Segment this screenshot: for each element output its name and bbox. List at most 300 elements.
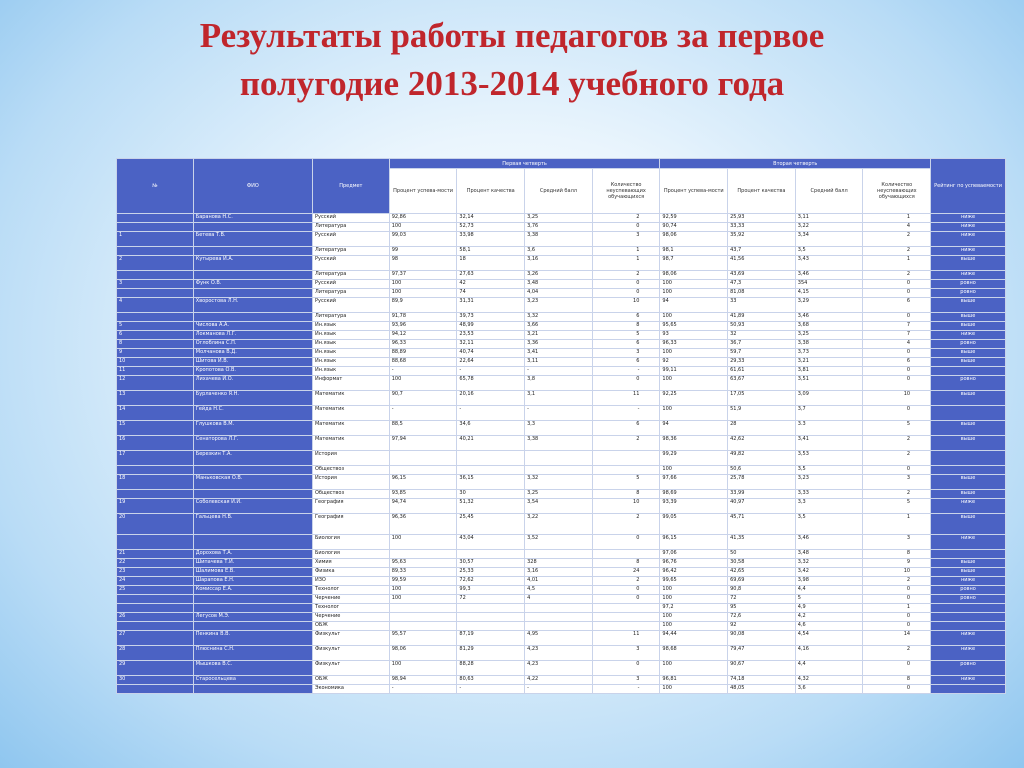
value-cell: 3,21 [795, 358, 863, 367]
value-cell: 4,15 [795, 289, 863, 298]
value-cell: 48,05 [728, 685, 796, 694]
table-row [117, 322, 1006, 331]
value-cell: 81,29 [457, 646, 525, 661]
rating-cell: ниже [931, 223, 1006, 232]
value-cell: 3,76 [525, 223, 593, 232]
value-cell: 8 [863, 676, 931, 685]
value-cell: 3,46 [795, 535, 863, 550]
value-cell: 88,5 [389, 421, 457, 436]
row-number [117, 490, 194, 499]
teacher-name: Шитова И.В. [193, 358, 312, 367]
value-cell: 93,85 [389, 490, 457, 499]
value-cell: 3,7 [795, 406, 863, 421]
value-cell: 3,5 [795, 466, 863, 475]
value-cell: 79,47 [728, 646, 796, 661]
row-number: 9 [117, 349, 194, 358]
value-cell: 99,59 [389, 577, 457, 586]
rating-cell: выше [931, 391, 1006, 406]
teacher-name: Старосельцева [193, 676, 312, 685]
value-cell: 74,18 [728, 676, 796, 685]
value-cell: 51,9 [728, 406, 796, 421]
header-sub: Процент успева-мости [660, 169, 728, 214]
subject-cell: Литература [312, 247, 389, 256]
value-cell: 3,8 [525, 376, 593, 391]
row-number: 8 [117, 340, 194, 349]
rating-cell: выше [931, 322, 1006, 331]
value-cell: 36,15 [457, 475, 525, 490]
teacher-name: Функ О.В. [193, 280, 312, 289]
row-number: 17 [117, 451, 194, 466]
value-cell: 100 [660, 376, 728, 391]
value-cell: 8 [592, 322, 660, 331]
subject-cell: Русский [312, 298, 389, 313]
value-cell: 50,6 [728, 466, 796, 475]
value-cell: 48,99 [457, 322, 525, 331]
value-cell: 3,41 [525, 349, 593, 358]
subject-cell: Технолог [312, 586, 389, 595]
value-cell: 0 [863, 280, 931, 289]
rating-cell: ниже [931, 232, 1006, 247]
value-cell: 3,52 [525, 535, 593, 550]
value-cell: 4,2 [795, 613, 863, 622]
value-cell: 3,81 [795, 367, 863, 376]
rating-cell: ровно [931, 586, 1006, 595]
value-cell: 10 [863, 568, 931, 577]
rating-cell: выше [931, 349, 1006, 358]
value-cell: 3,41 [795, 436, 863, 451]
teacher-name [193, 271, 312, 280]
value-cell: 96,15 [389, 475, 457, 490]
subject-cell: Русский [312, 256, 389, 271]
row-number: 6 [117, 331, 194, 340]
table-row [117, 367, 1006, 376]
value-cell: 90,8 [728, 586, 796, 595]
value-cell: 41,89 [728, 313, 796, 322]
row-number: 19 [117, 499, 194, 514]
teacher-name: Комиссар Е.А. [193, 586, 312, 595]
table-row [117, 232, 1006, 247]
table-row [117, 376, 1006, 391]
value-cell: 2 [863, 232, 931, 247]
value-cell: 0 [863, 613, 931, 622]
row-number: 24 [117, 577, 194, 586]
value-cell: 3,46 [795, 271, 863, 280]
value-cell: 0 [592, 280, 660, 289]
value-cell: 20,16 [457, 391, 525, 406]
value-cell: 30 [457, 490, 525, 499]
table-row [117, 586, 1006, 595]
rating-cell: ровно [931, 289, 1006, 298]
value-cell: 100 [389, 280, 457, 289]
value-cell: 100 [660, 289, 728, 298]
value-cell: 4,23 [525, 646, 593, 661]
value-cell: 5 [795, 595, 863, 604]
table-row [117, 646, 1006, 661]
teacher-name: Кропотова О.В. [193, 367, 312, 376]
value-cell: 100 [389, 661, 457, 676]
rating-cell: ниже [931, 577, 1006, 586]
value-cell: 4,6 [795, 622, 863, 631]
row-number: 10 [117, 358, 194, 367]
row-number: 23 [117, 568, 194, 577]
subject-cell: ОБЖ [312, 622, 389, 631]
value-cell: 99,03 [389, 232, 457, 247]
value-cell: 50,93 [728, 322, 796, 331]
value-cell [389, 550, 457, 559]
row-number: 30 [117, 676, 194, 685]
results-table [116, 158, 1006, 694]
value-cell: 4 [863, 340, 931, 349]
subject-cell: География [312, 514, 389, 535]
value-cell: 3 [863, 475, 931, 490]
teacher-name: Дорохова Т.А. [193, 550, 312, 559]
rating-cell: выше [931, 559, 1006, 568]
value-cell: 42,65 [728, 568, 796, 577]
value-cell: 25,93 [728, 214, 796, 223]
teacher-name: Кутырева И.А. [193, 256, 312, 271]
table-row [117, 595, 1006, 604]
row-number: 15 [117, 421, 194, 436]
rating-cell: ровно [931, 595, 1006, 604]
header-sub: Количество неуспевающих обучающихся [863, 169, 931, 214]
value-cell: 59,7 [728, 349, 796, 358]
value-cell: 5 [592, 475, 660, 490]
value-cell: 3,3 [795, 499, 863, 514]
value-cell: 98,06 [660, 271, 728, 280]
value-cell: 92,25 [660, 391, 728, 406]
value-cell: 100 [389, 586, 457, 595]
value-cell: 94 [660, 421, 728, 436]
rating-cell [931, 604, 1006, 613]
value-cell: 3,25 [795, 331, 863, 340]
value-cell: 6 [592, 358, 660, 367]
value-cell: 2 [592, 514, 660, 535]
value-cell: 42,62 [728, 436, 796, 451]
teacher-name: Шипачева Т.И. [193, 559, 312, 568]
teacher-name: Легусов М.Э. [193, 613, 312, 622]
subject-cell: Математик [312, 406, 389, 421]
table-row [117, 685, 1006, 694]
value-cell: 0 [863, 466, 931, 475]
value-cell: 3,21 [525, 331, 593, 340]
row-number [117, 595, 194, 604]
title-line-2: полугодие 2013-2014 учебного года [239, 64, 785, 103]
value-cell: 96,42 [660, 568, 728, 577]
value-cell: 99,65 [660, 577, 728, 586]
value-cell: 0 [863, 622, 931, 631]
teacher-name: Соболевская И.И. [193, 499, 312, 514]
value-cell: 2 [863, 247, 931, 256]
table-row [117, 475, 1006, 490]
value-cell: 2 [863, 436, 931, 451]
subject-cell: Физика [312, 568, 389, 577]
value-cell: 3,26 [525, 271, 593, 280]
value-cell: 22,64 [457, 358, 525, 367]
value-cell: 61,61 [728, 367, 796, 376]
value-cell: 3,6 [525, 247, 593, 256]
row-number: 21 [117, 550, 194, 559]
value-cell: 3,23 [525, 298, 593, 313]
value-cell: 29,33 [728, 358, 796, 367]
teacher-name: Маньковская О.В. [193, 475, 312, 490]
subject-cell: Литература [312, 289, 389, 298]
value-cell: 8 [863, 550, 931, 559]
value-cell: 72 [457, 595, 525, 604]
value-cell [525, 604, 593, 613]
header-sub: Средний балл [795, 169, 863, 214]
value-cell: 3,33 [795, 490, 863, 499]
row-number [117, 622, 194, 631]
value-cell: 4 [863, 223, 931, 232]
teacher-name: Гальцева Н.В. [193, 514, 312, 535]
value-cell: 100 [389, 535, 457, 550]
value-cell: 0 [863, 289, 931, 298]
row-number [117, 223, 194, 232]
rating-cell: ниже [931, 676, 1006, 685]
value-cell: 69,69 [728, 577, 796, 586]
subject-cell: Русский [312, 280, 389, 289]
value-cell [592, 613, 660, 622]
value-cell [457, 550, 525, 559]
value-cell: 3,6 [795, 685, 863, 694]
value-cell: 0 [863, 595, 931, 604]
subject-cell: Химия [312, 559, 389, 568]
value-cell: 88,28 [457, 661, 525, 676]
value-cell: 3,38 [525, 436, 593, 451]
value-cell: 91,78 [389, 313, 457, 322]
table-body [117, 214, 1006, 694]
value-cell: 99,29 [660, 451, 728, 466]
rating-cell: ниже [931, 535, 1006, 550]
value-cell: 3,51 [795, 376, 863, 391]
value-cell: 8 [592, 490, 660, 499]
value-cell: 43,69 [728, 271, 796, 280]
value-cell: 1 [592, 247, 660, 256]
table-row [117, 514, 1006, 535]
row-number: 16 [117, 436, 194, 451]
value-cell: 100 [660, 586, 728, 595]
value-cell: 3,29 [795, 298, 863, 313]
table-row [117, 421, 1006, 436]
value-cell: 6 [863, 358, 931, 367]
value-cell: 3,32 [525, 313, 593, 322]
rating-cell: выше [931, 421, 1006, 436]
value-cell: 14 [863, 631, 931, 646]
value-cell: 6 [863, 298, 931, 313]
rating-cell: ровно [931, 661, 1006, 676]
value-cell: 81,08 [728, 289, 796, 298]
subject-cell: Информат [312, 376, 389, 391]
value-cell: 99,05 [660, 514, 728, 535]
value-cell: 4,23 [525, 661, 593, 676]
value-cell: 6 [592, 340, 660, 349]
value-cell: 49,82 [728, 451, 796, 466]
rating-cell: ниже [931, 214, 1006, 223]
row-number: 13 [117, 391, 194, 406]
value-cell: 45,71 [728, 514, 796, 535]
value-cell: 2 [863, 646, 931, 661]
teacher-name [193, 604, 312, 613]
row-number: 12 [117, 376, 194, 391]
value-cell: 93,39 [660, 499, 728, 514]
rating-cell: выше [931, 475, 1006, 490]
table-row [117, 280, 1006, 289]
teacher-name [193, 595, 312, 604]
table-row [117, 661, 1006, 676]
value-cell: 72,62 [457, 577, 525, 586]
table-row [117, 247, 1006, 256]
value-cell: 30,57 [457, 559, 525, 568]
value-cell: 36,7 [728, 340, 796, 349]
teacher-name: Гейда Н.С. [193, 406, 312, 421]
value-cell: 6 [592, 313, 660, 322]
value-cell: 90,08 [728, 631, 796, 646]
subject-cell: Обществоз [312, 466, 389, 475]
value-cell: 40,74 [457, 349, 525, 358]
value-cell: 95 [728, 604, 796, 613]
row-number [117, 214, 194, 223]
rating-cell: выше [931, 298, 1006, 313]
value-cell: 4 [525, 595, 593, 604]
subject-cell: Ин.язык [312, 322, 389, 331]
value-cell: 3,16 [525, 568, 593, 577]
rating-cell: ровно [931, 340, 1006, 349]
value-cell: 80,63 [457, 676, 525, 685]
value-cell: 5 [863, 421, 931, 436]
value-cell: 10 [592, 499, 660, 514]
value-cell: 4,54 [795, 631, 863, 646]
teacher-name [193, 622, 312, 631]
value-cell: 4,5 [525, 586, 593, 595]
value-cell: 99,11 [660, 367, 728, 376]
value-cell: 98,68 [660, 646, 728, 661]
teacher-name: Березкин Т.А. [193, 451, 312, 466]
value-cell: 30,58 [728, 559, 796, 568]
value-cell: 3 [592, 676, 660, 685]
value-cell: 93 [660, 331, 728, 340]
table-row [117, 676, 1006, 685]
table-row [117, 631, 1006, 646]
row-number: 27 [117, 631, 194, 646]
value-cell: 100 [660, 685, 728, 694]
value-cell: 100 [660, 280, 728, 289]
value-cell: 3,32 [795, 559, 863, 568]
value-cell: 0 [592, 223, 660, 232]
subject-cell: Черчение [312, 595, 389, 604]
value-cell: 42 [457, 280, 525, 289]
value-cell: 89,9 [389, 298, 457, 313]
row-number: 26 [117, 613, 194, 622]
rating-cell: выше [931, 490, 1006, 499]
value-cell: - [592, 685, 660, 694]
rating-cell [931, 367, 1006, 376]
value-cell: 32,11 [457, 340, 525, 349]
slide-title [0, 12, 1024, 108]
rating-cell: ниже [931, 631, 1006, 646]
value-cell: 2 [592, 436, 660, 451]
value-cell: 2 [863, 490, 931, 499]
value-cell: 41,35 [728, 535, 796, 550]
value-cell: 32,14 [457, 214, 525, 223]
value-cell [389, 466, 457, 475]
value-cell [389, 622, 457, 631]
value-cell: 98 [389, 256, 457, 271]
value-cell: 94,12 [389, 331, 457, 340]
teacher-name [193, 490, 312, 499]
value-cell [525, 451, 593, 466]
rating-cell: ровно [931, 280, 1006, 289]
rating-cell: выше [931, 436, 1006, 451]
value-cell: 39,73 [457, 313, 525, 322]
table-row [117, 271, 1006, 280]
value-cell: 3.3 [795, 421, 863, 436]
value-cell: 0 [863, 376, 931, 391]
teacher-name: Хворостова Л.Н. [193, 298, 312, 313]
value-cell: 3,43 [795, 256, 863, 271]
rating-cell [931, 451, 1006, 466]
title-line-1: Результаты работы педагогов за первое [199, 16, 825, 55]
subject-cell: Технолог [312, 604, 389, 613]
table-row [117, 331, 1006, 340]
value-cell: 98,69 [660, 490, 728, 499]
value-cell [525, 613, 593, 622]
value-cell: 2 [863, 577, 931, 586]
value-cell: - [457, 685, 525, 694]
header-quarter-1: Первая четверть [389, 159, 660, 169]
value-cell: 97,2 [660, 604, 728, 613]
value-cell: 3 [592, 646, 660, 661]
value-cell: 99 [389, 247, 457, 256]
value-cell: 47,3 [728, 280, 796, 289]
value-cell: - [525, 367, 593, 376]
table-row [117, 577, 1006, 586]
value-cell: 0 [592, 289, 660, 298]
teacher-name: Бетева Т.В. [193, 232, 312, 247]
value-cell: 51,32 [457, 499, 525, 514]
row-number: 4 [117, 298, 194, 313]
teacher-name: Бурлаченко Я.Н. [193, 391, 312, 406]
teacher-name: Баранова Н.С. [193, 214, 312, 223]
teacher-name: Мышкова В.С. [193, 661, 312, 676]
value-cell: 41,56 [728, 256, 796, 271]
rating-cell: выше [931, 313, 1006, 322]
value-cell: 100 [660, 313, 728, 322]
subject-cell: Ин.язык [312, 367, 389, 376]
value-cell: 3 [592, 232, 660, 247]
value-cell: 100 [660, 595, 728, 604]
value-cell: 88,68 [389, 358, 457, 367]
value-cell: 98,06 [389, 646, 457, 661]
row-number: 2 [117, 256, 194, 271]
value-cell: 0 [863, 685, 931, 694]
teacher-name: Шалимова Е.В. [193, 568, 312, 577]
row-number: 22 [117, 559, 194, 568]
teacher-name [193, 223, 312, 232]
value-cell: - [389, 685, 457, 694]
value-cell: 0 [592, 586, 660, 595]
value-cell: 3,23 [795, 475, 863, 490]
rating-cell: ниже [931, 646, 1006, 661]
value-cell [592, 451, 660, 466]
subject-cell: Ин.язык [312, 358, 389, 367]
table-row [117, 313, 1006, 322]
value-cell: 93,96 [389, 322, 457, 331]
value-cell: 3,11 [795, 214, 863, 223]
subject-cell: Физкульт [312, 661, 389, 676]
rating-cell [931, 550, 1006, 559]
row-number: 1 [117, 232, 194, 247]
value-cell: 4,16 [795, 646, 863, 661]
